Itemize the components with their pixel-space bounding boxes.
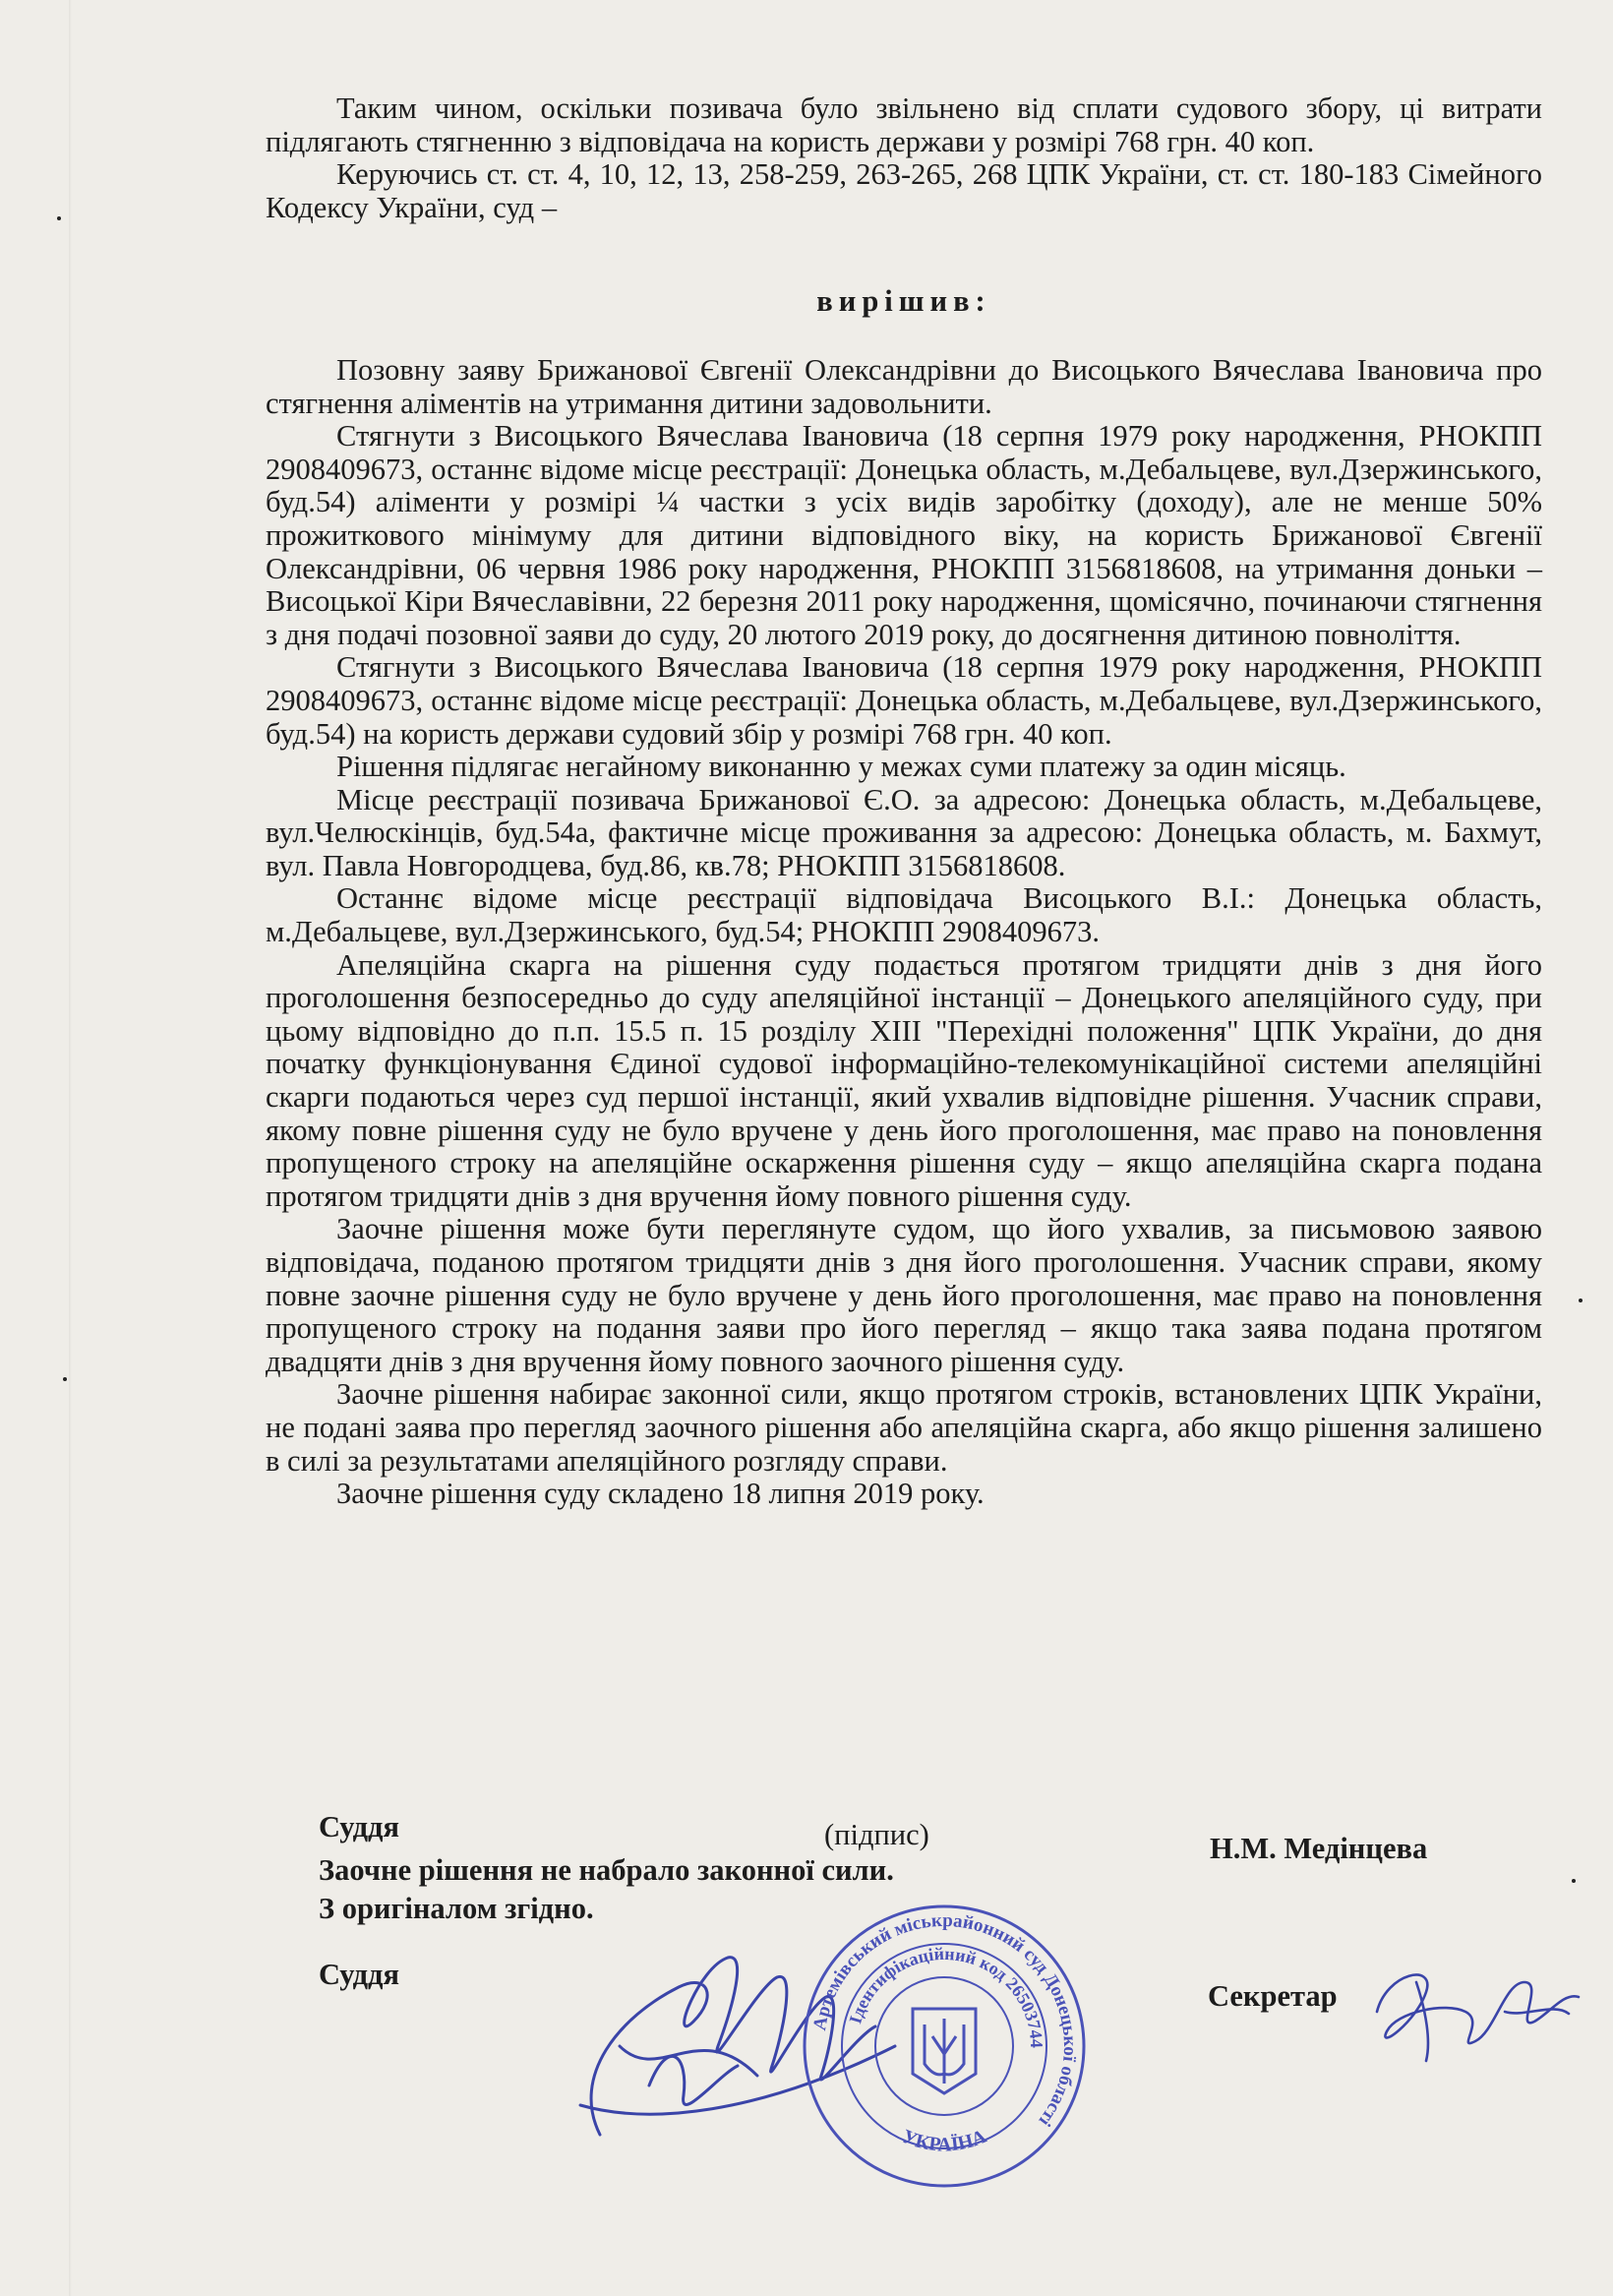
decision-heading: вирішив: (816, 284, 991, 319)
trident-icon (913, 2009, 976, 2093)
paragraph: Апеляційна скарга на рішення суду подається протягом тридцяти днів з дня його проголошення безпосередньо до суду апеляційної інстанції – Донецького апеляційного суду, при цьому відповідно до п.п. 15.5 п. 15 розділу XIII "Перехідні положення" ЦПК України, до дня початку функціонування Єдиної судової інформаційно-телекомунікаційної системи апеляційні скарги подаються через суд першої інстанції, який ухвалив відповідне рішення. Учасник справи, якому повне рішення суду не було вручене у день його проголошення, має право на поновлення пропущеного строку на апеляційне оскарження рішення суду – якщо апеляційна скарга подана протягом тридцяти днів з дня вручення йому повного рішення суду. (266, 947, 1542, 1213)
scan-speck (63, 1377, 67, 1381)
certified-note: З оригіналом згідно. (319, 1892, 594, 1925)
paragraph: Заочне рішення набирає законної сили, якщо протягом строків, встановлених ЦПК України, не подані заява про перегляд заочного рішення або апеляційна скарга, або якщо рішення залишено в силі за результатами апеляційного розгляду справи. (266, 1377, 1542, 1478)
stamp-bottom-text: УКРАЇНА (899, 2125, 989, 2156)
paper-fold (69, 0, 72, 2296)
paragraph: Позовну заяву Брижанової Євгенії Олександрівни до Висоцького Вячеслава Івановича про стягнення аліментів на утримання дитини задовольнити. (266, 352, 1542, 420)
scan-speck (1572, 1879, 1576, 1883)
paragraph: Заочне рішення може бути переглянуте судом, що його ухвалив, за письмовою заявою відповідача, поданою протягом тридцяти днів з дня його проголошення. Учасник справи, якому повне заочне рішення суду не було вручене у день його проголошення, має право на поновлення пропущеного строку на подання заяви про його перегляд – якщо така заява подана протягом двадцяти днів з дня вручення йому повного заочного рішення суду. (266, 1212, 1542, 1378)
paragraph: Останнє відоме місце реєстрації відповідача Висоцького В.І.: Донецька область, м.Дебальцеве, вул.Дзержинського, буд.54; РНОКПП 2908409673. (266, 881, 1542, 949)
court-stamp-icon (797, 1899, 1092, 2194)
scan-speck (57, 216, 61, 220)
not-in-force-note: Заочне рішення не набрало законної сили. (319, 1853, 894, 1887)
scan-speck (1579, 1299, 1583, 1302)
paragraph: Стягнути з Висоцького Вячеслава Івановича (18 серпня 1979 року народження, РНОКПП 2908409673, останнє відоме місце реєстрації: Донецька область, м.Дебальцеве, вул.Дзержинського, буд.54) на користь держави судовий збір у розмірі 768 грн. 40 коп. (266, 650, 1542, 751)
judge-label: Суддя (319, 1810, 399, 1843)
paragraph: Заочне рішення суду складено 18 липня 2019 року. (336, 1477, 985, 1511)
judge-label-2: Суддя (319, 1958, 399, 1991)
paragraph: Таким чином, оскільки позивача було звільнено від сплати судового збору, ці витрати підлягають стягненню з відповідача на користь держави у розмірі 768 грн. 40 коп. (266, 91, 1542, 158)
paragraph: Місце реєстрації позивача Брижанової Є.О. за адресою: Донецька область, м.Дебальцеве, вул.Челюскінців, буд.54а, фактичне місце проживання за адресою: Донецька область, м. Бахмут, вул. Павла Новгородцева, буд.86, кв.78; РНОКПП 3156818608. (266, 782, 1542, 882)
svg-text:Ідентифікаційний код 26503744 (845, 1944, 1046, 2048)
paragraph: Стягнути з Висоцького Вячеслава Івановича (18 серпня 1979 року народження, РНОКПП 2908409673, останнє відоме місце реєстрації: Донецька область, м.Дебальцеве, вул.Дзержинського, буд.54) аліменти у розмірі ¼ частки з усіх видів заробітку (доходу), але не менше 50% прожиткового мінімуму для дитини відповідного віку, на користь Брижанової Євгенії Олександрівни, 06 червня 1986 року народження, РНОКПП 3156818608, на утримання доньки – Висоцької Кіри Вячеславівни, 22 березня 2011 року народження, щомісячно, починаючи стягнення з дня подачі позовної заяви до суду, 20 лютого 2019 року, до досягнення дитиною повноліття. (266, 419, 1542, 651)
stamp-outer-text: Артемівський міськрайонний суд Донецької області (809, 1909, 1081, 2131)
stamp-inner-text: Ідентифікаційний код 26503744 (845, 1943, 1047, 2049)
secretary-signature-icon (1357, 1953, 1583, 2071)
signature-note: (підпис) (824, 1818, 929, 1851)
svg-text:УКРАЇНА (899, 2125, 989, 2155)
secretary-label: Секретар (1208, 1979, 1338, 2013)
paragraph: Рішення підлягає негайному виконанню у межах суми платежу за один місяць. (336, 750, 1346, 784)
judge-name: Н.М. Медінцева (1210, 1832, 1428, 1865)
document-body (266, 92, 1542, 1511)
paragraph: Керуючись ст. ст. 4, 10, 12, 13, 258-259, 263-265, 268 ЦПК України, ст. ст. 180-183 Сімейного Кодексу України, суд – (266, 157, 1542, 224)
